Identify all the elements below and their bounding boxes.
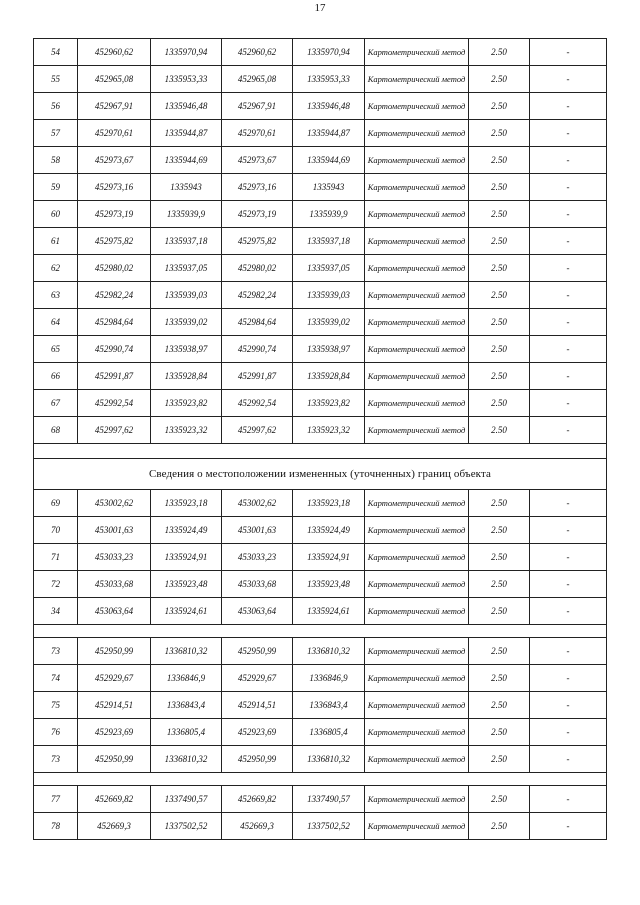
x-new-cell: 452982,24 [222,282,293,308]
table-row [34,66,607,93]
y-existing-cell: 1335946,48 [151,93,222,119]
table-block-1 [34,39,607,444]
coordinates-table [33,38,607,840]
method-cell: Картометрический метод [365,66,469,92]
x-existing-cell: 452967,91 [78,93,151,119]
x-existing-cell: 452929,67 [78,665,151,691]
method-cell: Картометрический метод [365,147,469,173]
point-number-cell: 66 [34,363,78,389]
y-new-cell: 1335953,33 [293,66,365,92]
y-new-cell: 1336846,9 [293,665,365,691]
accuracy-cell: 2.50 [469,571,530,597]
accuracy-cell: 2.50 [469,363,530,389]
y-existing-cell: 1335939,02 [151,309,222,335]
method-cell: Картометрический метод [365,571,469,597]
table-row [34,228,607,255]
y-existing-cell: 1335923,48 [151,571,222,597]
x-existing-cell: 452973,19 [78,201,151,227]
x-new-cell: 452967,91 [222,93,293,119]
x-new-cell: 452923,69 [222,719,293,745]
y-new-cell: 1335924,49 [293,517,365,543]
x-existing-cell: 452669,82 [78,786,151,812]
point-number-cell: 72 [34,571,78,597]
x-existing-cell: 452923,69 [78,719,151,745]
x-new-cell: 453002,62 [222,490,293,516]
description-cell: - [530,120,607,146]
table-row [34,255,607,282]
point-number-cell: 76 [34,719,78,745]
table-row [34,336,607,363]
method-cell: Картометрический метод [365,813,469,839]
x-new-cell: 452669,82 [222,786,293,812]
method-cell: Картометрический метод [365,309,469,335]
y-new-cell: 1336810,32 [293,638,365,664]
point-number-cell: 73 [34,638,78,664]
accuracy-cell: 2.50 [469,282,530,308]
y-existing-cell: 1335937,05 [151,255,222,281]
table-block-2 [34,490,607,625]
method-cell: Картометрический метод [365,665,469,691]
point-number-cell: 58 [34,147,78,173]
description-cell: - [530,66,607,92]
x-existing-cell: 453063,64 [78,598,151,624]
y-existing-cell: 1335923,82 [151,390,222,416]
x-existing-cell: 452973,67 [78,147,151,173]
accuracy-cell: 2.50 [469,309,530,335]
table-block-3 [34,638,607,773]
point-number-cell: 77 [34,786,78,812]
y-new-cell: 1335938,97 [293,336,365,362]
description-cell: - [530,786,607,812]
description-cell: - [530,309,607,335]
y-new-cell: 1335970,94 [293,39,365,65]
method-cell: Картометрический метод [365,282,469,308]
accuracy-cell: 2.50 [469,786,530,812]
method-cell: Картометрический метод [365,786,469,812]
table-row [34,390,607,417]
y-existing-cell: 1335943 [151,174,222,200]
y-existing-cell: 1337490,57 [151,786,222,812]
point-number-cell: 70 [34,517,78,543]
description-cell: - [530,544,607,570]
description-cell: - [530,692,607,718]
description-cell: - [530,282,607,308]
table-row [34,517,607,544]
method-cell: Картометрический метод [365,746,469,772]
y-new-cell: 1335924,61 [293,598,365,624]
x-new-cell: 452980,02 [222,255,293,281]
point-number-cell: 55 [34,66,78,92]
table-row [34,692,607,719]
x-new-cell: 452960,62 [222,39,293,65]
method-cell: Картометрический метод [365,390,469,416]
point-number-cell: 74 [34,665,78,691]
table-block-4 [34,786,607,840]
y-new-cell: 1335944,87 [293,120,365,146]
x-new-cell: 452973,67 [222,147,293,173]
table-row [34,746,607,773]
accuracy-cell: 2.50 [469,417,530,443]
method-cell: Картометрический метод [365,255,469,281]
method-cell: Картометрический метод [365,93,469,119]
table-row [34,490,607,517]
x-existing-cell: 452960,62 [78,39,151,65]
x-existing-cell: 452984,64 [78,309,151,335]
table-row [34,571,607,598]
description-cell: - [530,336,607,362]
accuracy-cell: 2.50 [469,201,530,227]
y-new-cell: 1335946,48 [293,93,365,119]
y-new-cell: 1335939,02 [293,309,365,335]
y-new-cell: 1335937,05 [293,255,365,281]
x-new-cell: 452997,62 [222,417,293,443]
y-existing-cell: 1336843,4 [151,692,222,718]
y-new-cell: 1335937,18 [293,228,365,254]
y-existing-cell: 1335938,97 [151,336,222,362]
table-row [34,201,607,228]
y-existing-cell: 1335944,87 [151,120,222,146]
description-cell: - [530,39,607,65]
description-cell: - [530,490,607,516]
method-cell: Картометрический метод [365,490,469,516]
x-existing-cell: 452973,16 [78,174,151,200]
x-new-cell: 452970,61 [222,120,293,146]
table-row [34,638,607,665]
y-new-cell: 1336810,32 [293,746,365,772]
y-existing-cell: 1335953,33 [151,66,222,92]
method-cell: Картометрический метод [365,692,469,718]
x-new-cell: 452669,3 [222,813,293,839]
table-gap [34,773,607,786]
y-new-cell: 1335943 [293,174,365,200]
table-row [34,665,607,692]
description-cell: - [530,228,607,254]
y-existing-cell: 1335937,18 [151,228,222,254]
x-existing-cell: 453001,63 [78,517,151,543]
point-number-cell: 60 [34,201,78,227]
description-cell: - [530,201,607,227]
y-existing-cell: 1336805,4 [151,719,222,745]
y-existing-cell: 1335939,03 [151,282,222,308]
x-existing-cell: 452914,51 [78,692,151,718]
method-cell: Картометрический метод [365,336,469,362]
accuracy-cell: 2.50 [469,692,530,718]
table-row [34,786,607,813]
point-number-cell: 71 [34,544,78,570]
accuracy-cell: 2.50 [469,120,530,146]
y-existing-cell: 1335923,32 [151,417,222,443]
accuracy-cell: 2.50 [469,174,530,200]
description-cell: - [530,174,607,200]
x-new-cell: 452973,19 [222,201,293,227]
accuracy-cell: 2.50 [469,66,530,92]
point-number-cell: 63 [34,282,78,308]
method-cell: Картометрический метод [365,517,469,543]
method-cell: Картометрический метод [365,201,469,227]
x-new-cell: 453001,63 [222,517,293,543]
point-number-cell: 75 [34,692,78,718]
y-new-cell: 1336805,4 [293,719,365,745]
table-gap [34,444,607,459]
table-row [34,719,607,746]
x-new-cell: 452950,99 [222,746,293,772]
x-new-cell: 452973,16 [222,174,293,200]
y-new-cell: 1335939,9 [293,201,365,227]
accuracy-cell: 2.50 [469,255,530,281]
page-number: 17 [314,2,326,14]
y-existing-cell: 1335970,94 [151,39,222,65]
description-cell: - [530,255,607,281]
description-cell: - [530,719,607,745]
accuracy-cell: 2.50 [469,517,530,543]
section-title: Сведения о местоположении измененных (уточненных) границ объекта [34,459,607,490]
method-cell: Картометрический метод [365,544,469,570]
x-new-cell: 452991,87 [222,363,293,389]
x-new-cell: 452965,08 [222,66,293,92]
table-row [34,93,607,120]
accuracy-cell: 2.50 [469,147,530,173]
table-row [34,598,607,625]
description-cell: - [530,813,607,839]
x-existing-cell: 452997,62 [78,417,151,443]
description-cell: - [530,517,607,543]
accuracy-cell: 2.50 [469,93,530,119]
x-new-cell: 452950,99 [222,638,293,664]
point-number-cell: 68 [34,417,78,443]
x-new-cell: 453033,68 [222,571,293,597]
description-cell: - [530,638,607,664]
point-number-cell: 73 [34,746,78,772]
accuracy-cell: 2.50 [469,544,530,570]
table-row [34,39,607,66]
point-number-cell: 56 [34,93,78,119]
description-cell: - [530,598,607,624]
y-existing-cell: 1335924,61 [151,598,222,624]
y-new-cell: 1337502,52 [293,813,365,839]
x-existing-cell: 452965,08 [78,66,151,92]
accuracy-cell: 2.50 [469,719,530,745]
y-new-cell: 1335923,48 [293,571,365,597]
y-existing-cell: 1335924,49 [151,517,222,543]
table-row [34,813,607,840]
x-new-cell: 452984,64 [222,309,293,335]
description-cell: - [530,390,607,416]
table-row [34,363,607,390]
accuracy-cell: 2.50 [469,336,530,362]
method-cell: Картометрический метод [365,363,469,389]
accuracy-cell: 2.50 [469,598,530,624]
y-existing-cell: 1337502,52 [151,813,222,839]
x-existing-cell: 452990,74 [78,336,151,362]
y-existing-cell: 1336846,9 [151,665,222,691]
x-new-cell: 452914,51 [222,692,293,718]
y-existing-cell: 1335924,91 [151,544,222,570]
y-new-cell: 1335923,32 [293,417,365,443]
accuracy-cell: 2.50 [469,746,530,772]
y-new-cell: 1335928,84 [293,363,365,389]
x-existing-cell: 453002,62 [78,490,151,516]
description-cell: - [530,147,607,173]
y-new-cell: 1335939,03 [293,282,365,308]
x-existing-cell: 453033,23 [78,544,151,570]
table-row [34,544,607,571]
x-new-cell: 452992,54 [222,390,293,416]
accuracy-cell: 2.50 [469,228,530,254]
accuracy-cell: 2.50 [469,813,530,839]
y-new-cell: 1335924,91 [293,544,365,570]
accuracy-cell: 2.50 [469,390,530,416]
table-row [34,147,607,174]
x-new-cell: 452975,82 [222,228,293,254]
description-cell: - [530,363,607,389]
x-existing-cell: 452950,99 [78,638,151,664]
table-row [34,282,607,309]
y-existing-cell: 1336810,32 [151,638,222,664]
x-existing-cell: 452980,02 [78,255,151,281]
method-cell: Картометрический метод [365,39,469,65]
method-cell: Картометрический метод [365,719,469,745]
x-existing-cell: 452975,82 [78,228,151,254]
y-new-cell: 1335923,18 [293,490,365,516]
description-cell: - [530,665,607,691]
description-cell: - [530,417,607,443]
table-gap [34,625,607,638]
point-number-cell: 65 [34,336,78,362]
point-number-cell: 69 [34,490,78,516]
y-existing-cell: 1335944,69 [151,147,222,173]
point-number-cell: 78 [34,813,78,839]
x-existing-cell: 453033,68 [78,571,151,597]
point-number-cell: 59 [34,174,78,200]
x-existing-cell: 452950,99 [78,746,151,772]
y-existing-cell: 1335923,18 [151,490,222,516]
description-cell: - [530,571,607,597]
point-number-cell: 61 [34,228,78,254]
x-new-cell: 453063,64 [222,598,293,624]
description-cell: - [530,93,607,119]
table-row [34,417,607,444]
point-number-cell: 64 [34,309,78,335]
method-cell: Картометрический метод [365,417,469,443]
y-new-cell: 1335923,82 [293,390,365,416]
table-row [34,174,607,201]
method-cell: Картометрический метод [365,174,469,200]
point-number-cell: 57 [34,120,78,146]
method-cell: Картометрический метод [365,228,469,254]
x-new-cell: 452990,74 [222,336,293,362]
x-existing-cell: 452982,24 [78,282,151,308]
y-new-cell: 1337490,57 [293,786,365,812]
point-number-cell: 54 [34,39,78,65]
y-new-cell: 1335944,69 [293,147,365,173]
accuracy-cell: 2.50 [469,39,530,65]
x-new-cell: 452929,67 [222,665,293,691]
table-row [34,309,607,336]
y-existing-cell: 1335928,84 [151,363,222,389]
accuracy-cell: 2.50 [469,490,530,516]
point-number-cell: 67 [34,390,78,416]
x-existing-cell: 452669,3 [78,813,151,839]
y-existing-cell: 1335939,9 [151,201,222,227]
table-row [34,120,607,147]
x-existing-cell: 452991,87 [78,363,151,389]
method-cell: Картометрический метод [365,598,469,624]
y-existing-cell: 1336810,32 [151,746,222,772]
method-cell: Картометрический метод [365,120,469,146]
accuracy-cell: 2.50 [469,638,530,664]
description-cell: - [530,746,607,772]
x-existing-cell: 452970,61 [78,120,151,146]
x-existing-cell: 452992,54 [78,390,151,416]
x-new-cell: 453033,23 [222,544,293,570]
accuracy-cell: 2.50 [469,665,530,691]
point-number-cell: 34 [34,598,78,624]
y-new-cell: 1336843,4 [293,692,365,718]
point-number-cell: 62 [34,255,78,281]
method-cell: Картометрический метод [365,638,469,664]
